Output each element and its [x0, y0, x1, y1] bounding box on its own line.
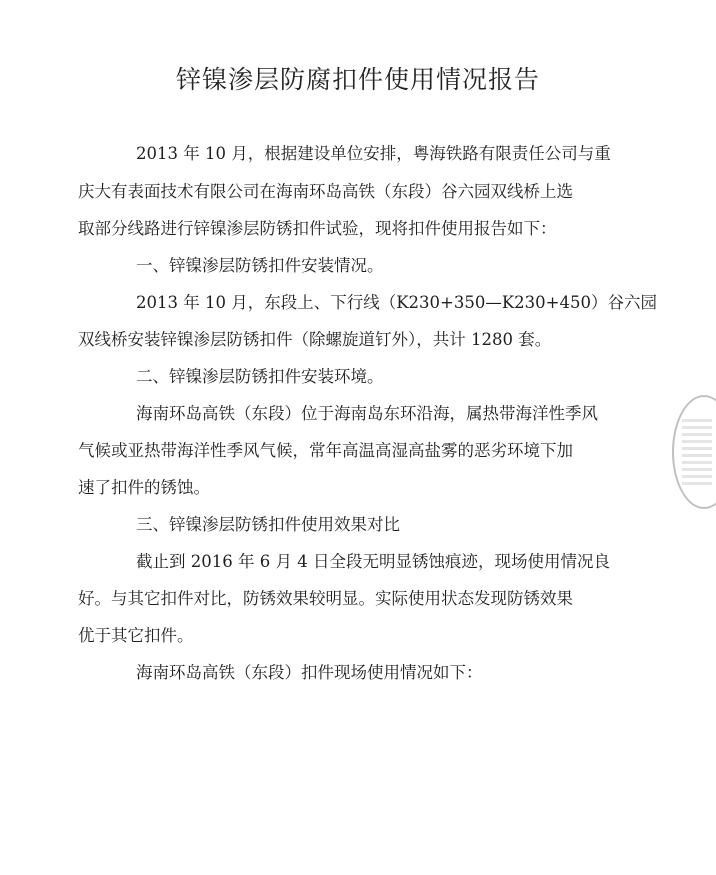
paragraph-line: 2013 年 10 月，东段上、下行线（K230+350—K230+450）谷六园	[136, 293, 657, 312]
seal-stamp-marks	[682, 415, 712, 485]
paragraph-line: 庆大有表面技术有限公司在海南环岛高铁（东段）谷六园双线桥上选	[78, 182, 573, 201]
document-title: 锌镍渗层防腐扣件使用情况报告	[175, 65, 540, 94]
paragraph-line: 截止到 2016 年 6 月 4 日全段无明显锈蚀痕迹，现场使用情况良	[136, 552, 610, 571]
paragraph-line: 海南环岛高铁（东段）位于海南岛东环沿海，属热带海洋性季风	[136, 404, 598, 423]
paragraph-line: 海南环岛高铁（东段）扣件现场使用情况如下：	[136, 663, 483, 682]
paragraph-line: 速了扣件的锈蚀。	[78, 478, 210, 497]
paragraph-line: 2013 年 10 月，根据建设单位安排，粤海铁路有限责任公司与重	[136, 144, 611, 163]
section-heading: 二、锌镍渗层防锈扣件安装环境。	[136, 367, 384, 386]
paragraph-line: 优于其它扣件。	[78, 626, 194, 645]
section-heading: 一、锌镍渗层防锈扣件安装情况。	[136, 256, 384, 275]
paragraph-line: 取部分线路进行锌镍渗层防锈扣件试验，现将扣件使用报告如下：	[78, 219, 557, 238]
paragraph-line: 气候或亚热带海洋性季风气候，常年高温高湿高盐雾的恶劣环境下加	[78, 441, 573, 460]
section-heading: 三、锌镍渗层防锈扣件使用效果对比	[136, 515, 400, 534]
paragraph-line: 双线桥安装锌镍渗层防锈扣件（除螺旋道钉外），共计 1280 套。	[78, 330, 552, 349]
paragraph-line: 好。与其它扣件对比，防锈效果较明显。实际使用状态发现防锈效果	[78, 589, 573, 608]
